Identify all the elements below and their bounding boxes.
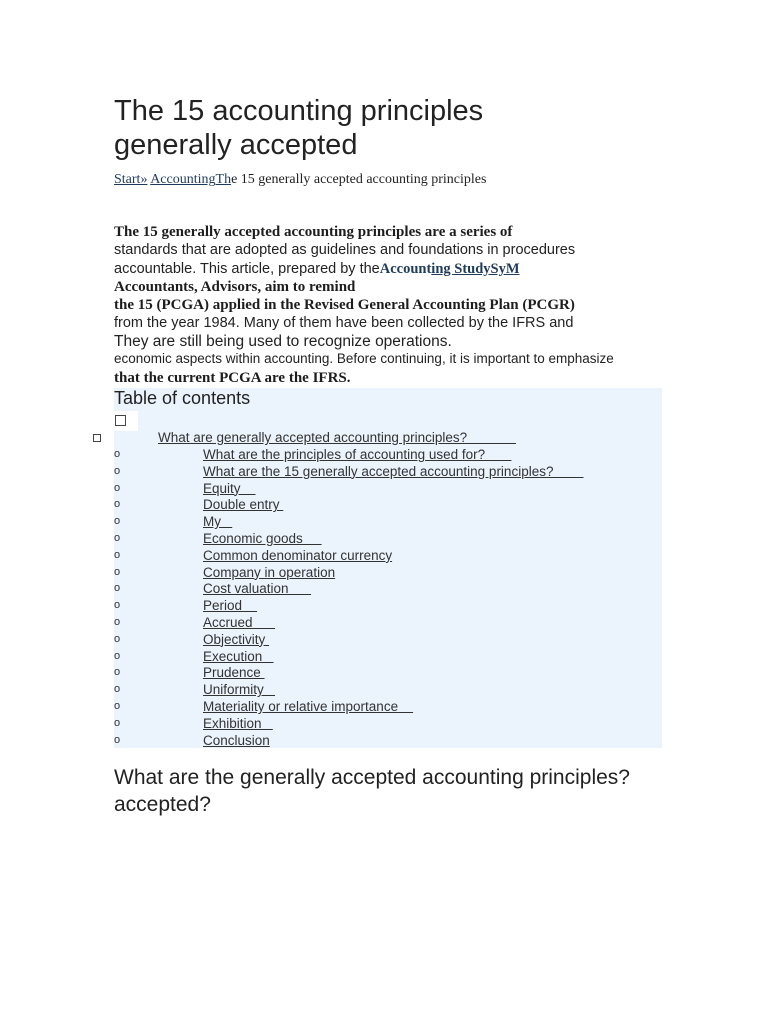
intro-line-9: that the current PCGA are the IFRS. — [114, 370, 351, 386]
circle-bullet-icon: o — [114, 582, 121, 595]
toc-link[interactable]: What are the principles of accounting used for? — [203, 447, 512, 462]
toc-link[interactable]: Accrued — [203, 615, 276, 630]
toc-item — [114, 699, 662, 716]
toc-link[interactable]: Equity — [203, 480, 256, 496]
circle-bullet-icon: o — [114, 548, 121, 561]
toc-item — [114, 548, 662, 565]
intro-line-5: the 15 (PCGA) applied in the Revised General Accounting Plan (PCGR) — [114, 297, 575, 313]
toc-link[interactable]: What are the 15 generally accepted accounting principles? — [203, 463, 584, 479]
toc-link[interactable]: Execution — [203, 648, 274, 664]
circle-bullet-icon: o — [114, 481, 121, 494]
intro-line-8: economic aspects within accounting. Before continuing, it is important to emphasize — [114, 351, 614, 366]
breadcrumb-current: e 15 generally accepted accounting principles — [231, 172, 487, 187]
toc-item — [114, 481, 662, 498]
toc-link[interactable]: Period — [203, 598, 258, 614]
studysym-link-part-b: ing StudySyM — [431, 261, 520, 277]
circle-bullet-icon: o — [114, 599, 121, 612]
circle-bullet-icon: o — [114, 565, 121, 578]
circle-bullet-icon: o — [114, 532, 121, 544]
toc-link[interactable]: Materiality or relative importance — [203, 699, 414, 714]
toc-item — [114, 497, 662, 514]
circle-bullet-icon: o — [114, 649, 121, 662]
circle-bullet-icon: o — [114, 733, 121, 746]
toc-item — [114, 665, 662, 682]
toc-link-main[interactable]: What are generally accepted accounting principles? — [158, 430, 516, 445]
toc-item — [114, 514, 662, 531]
breadcrumb-current-prefix-link[interactable]: Th — [215, 172, 232, 187]
toc-link[interactable]: Prudence — [203, 665, 265, 681]
toc-item — [114, 598, 662, 615]
intro-line-1: The 15 generally accepted accounting principles are a series of — [114, 224, 513, 240]
toc-link[interactable]: Objectivity — [203, 631, 270, 647]
toc-title: Table of contents — [114, 388, 251, 408]
circle-bullet-icon: o — [114, 515, 121, 528]
circle-bullet-icon: o — [114, 616, 121, 628]
toc-toggle[interactable] — [114, 411, 138, 431]
toc-item — [114, 447, 662, 464]
toc-link[interactable]: Cost valuation — [203, 581, 312, 597]
intro-line-6: from the year 1984. Many of them have been collected by the IFRS and — [114, 315, 574, 331]
breadcrumb — [114, 172, 486, 188]
intro-line-3-text: accountable. This article, prepared by the — [114, 261, 380, 277]
circle-bullet-icon: o — [114, 700, 121, 712]
circle-bullet-icon: o — [114, 716, 121, 729]
toc-link[interactable]: Conclusion — [203, 732, 270, 748]
toc-item — [114, 682, 662, 699]
breadcrumb-accounting-link[interactable]: Accounting — [150, 172, 216, 187]
toc-item — [114, 716, 662, 733]
toc-main-item — [114, 430, 662, 447]
circle-bullet-icon: o — [114, 632, 121, 645]
intro-line-4: Accountants, Advisors, aim to remind — [114, 279, 356, 295]
toc-link[interactable]: Uniformity — [203, 682, 276, 698]
toc-link[interactable]: Economic goods — [203, 531, 322, 546]
circle-bullet-icon: o — [114, 666, 121, 679]
toc-link[interactable]: Exhibition — [203, 715, 273, 731]
toc-link[interactable]: My — [203, 514, 233, 530]
toc-item — [114, 464, 662, 481]
page-title: The 15 accounting principles generally accepted — [114, 95, 484, 161]
intro-line-7: They are still being used to recognize operations. — [114, 333, 452, 350]
studysym-link-part-a: Account — [379, 261, 432, 277]
studysym-link[interactable] — [380, 261, 520, 277]
breadcrumb-start-link[interactable]: Start» — [114, 172, 148, 187]
circle-bullet-icon: o — [114, 448, 121, 460]
toc-item — [114, 531, 662, 548]
intro-line-3 — [114, 260, 520, 278]
toc-item — [114, 615, 662, 632]
toc-item — [114, 581, 662, 598]
toc-item — [114, 733, 662, 750]
section-heading: What are the generally accepted accounting principles? accepted? — [114, 766, 630, 816]
table-of-contents — [114, 388, 662, 748]
toc-item — [114, 649, 662, 666]
toc-link[interactable]: Double entry — [203, 497, 284, 513]
toc-link[interactable]: Common denominator currency — [203, 547, 393, 563]
square-bullet-icon — [93, 434, 101, 442]
toc-item — [114, 565, 662, 582]
circle-bullet-icon: o — [114, 498, 121, 511]
toc-link[interactable]: Company in operation — [203, 564, 336, 580]
circle-bullet-icon: o — [114, 464, 121, 477]
toggle-checkbox-icon — [115, 415, 126, 426]
circle-bullet-icon: o — [114, 683, 121, 696]
intro-line-2: standards that are adopted as guidelines and foundations in procedures — [114, 242, 576, 258]
toc-item — [114, 632, 662, 649]
